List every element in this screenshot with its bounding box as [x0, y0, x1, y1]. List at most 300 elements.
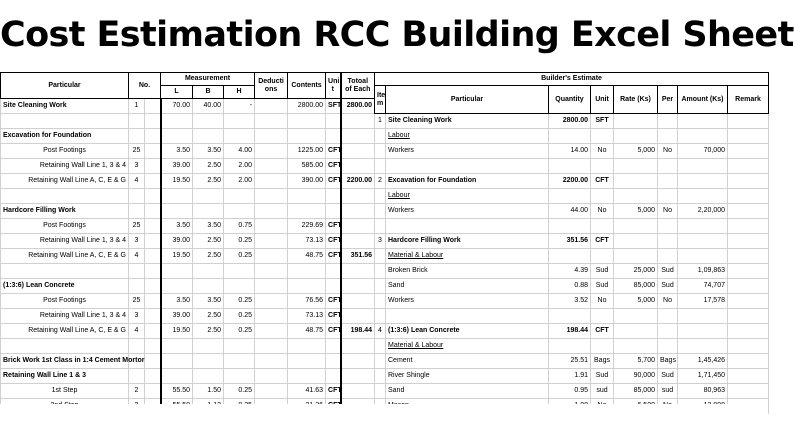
col-header-particular: Particular: [1, 73, 129, 99]
remark-cell: [728, 324, 769, 339]
rate-cell: [614, 249, 658, 264]
l-cell: 19.50: [161, 174, 193, 189]
l-cell: 70.00: [161, 99, 193, 114]
item-cell: [375, 159, 386, 174]
h-cell: 0.25: [224, 234, 255, 249]
rate-cell: 5,700: [614, 354, 658, 369]
total-cell: [341, 339, 375, 354]
deduction-cell: [255, 114, 288, 129]
unit-cell: Sud: [591, 369, 614, 384]
col-header-unit: Unit: [591, 86, 614, 114]
table-row: [1, 144, 375, 159]
unit-cell: CFT: [326, 219, 341, 234]
amount-cell: 80,963: [678, 384, 728, 399]
b-cell: 3.50: [193, 219, 224, 234]
contents-cell: 73.13: [288, 234, 326, 249]
unit-cell: CFT: [326, 384, 341, 399]
table-row: [1, 339, 375, 354]
per-cell: Sud: [658, 264, 678, 279]
remark-cell: [728, 234, 769, 249]
b-cell: 2.50: [193, 234, 224, 249]
table-row: [1, 384, 375, 399]
h-cell: [224, 114, 255, 129]
total-cell: [341, 354, 375, 369]
remark-cell: [728, 189, 769, 204]
per-cell: [658, 234, 678, 249]
no-cell: [129, 264, 145, 279]
deduction-cell: [255, 99, 288, 114]
total-cell: [341, 204, 375, 219]
total-cell: 198.44: [341, 324, 375, 339]
table-row: [375, 129, 769, 144]
amount-cell: [678, 189, 728, 204]
spacer-cell: [145, 204, 161, 219]
table-row: [1, 264, 375, 279]
remark-cell: [728, 339, 769, 354]
l-cell: 19.50: [161, 249, 193, 264]
particular-cell: Hardcore Filling Work: [386, 234, 549, 249]
unit-cell: Sud: [591, 264, 614, 279]
quantity-cell: [549, 249, 591, 264]
l-cell: 3.50: [161, 294, 193, 309]
remark-cell: [728, 279, 769, 294]
deduction-cell: [255, 324, 288, 339]
unit-cell: CFT: [591, 234, 614, 249]
unit-cell: [591, 129, 614, 144]
particular-cell: Site Cleaning Work: [1, 99, 129, 114]
remark-cell: [728, 249, 769, 264]
total-cell: [341, 384, 375, 399]
unit-cell: CFT: [326, 234, 341, 249]
amount-cell: [678, 339, 728, 354]
unit-cell: Bags: [591, 354, 614, 369]
total-cell: [341, 234, 375, 249]
quantity-cell: 198.44: [549, 324, 591, 339]
table-row: [1, 204, 375, 219]
spacer-cell: [145, 324, 161, 339]
table-row: [375, 114, 769, 129]
amount-cell: [678, 114, 728, 129]
quantity-cell: [549, 219, 591, 234]
particular-cell: (1:3:6) Lean Concrete: [1, 279, 129, 294]
builders-estimate-heading: Builder's Estimate: [375, 73, 769, 86]
l-cell: [161, 189, 193, 204]
b-cell: 2.50: [193, 309, 224, 324]
header-row: [375, 73, 769, 86]
b-cell: 3.50: [193, 144, 224, 159]
l-cell: [161, 204, 193, 219]
contents-cell: 76.56: [288, 294, 326, 309]
unit-cell: [326, 204, 341, 219]
amount-cell: 70,000: [678, 144, 728, 159]
no-cell: 1: [129, 99, 145, 114]
l-cell: [161, 354, 193, 369]
l-cell: 39.00: [161, 159, 193, 174]
unit-cell: [326, 114, 341, 129]
contents-cell: [288, 114, 326, 129]
particular-cell: [386, 159, 549, 174]
l-cell: 39.00: [161, 309, 193, 324]
particular-cell: Post Footings: [1, 144, 129, 159]
deduction-cell: [255, 354, 288, 369]
deduction-cell: [255, 144, 288, 159]
amount-cell: [678, 159, 728, 174]
table-row: [1, 159, 375, 174]
remark-cell: [728, 144, 769, 159]
contents-cell: [288, 279, 326, 294]
per-cell: [658, 129, 678, 144]
b-cell: [193, 204, 224, 219]
total-cell: [341, 279, 375, 294]
remark-cell: [728, 354, 769, 369]
spacer-cell: [145, 264, 161, 279]
rate-cell: [614, 339, 658, 354]
quantity-cell: 2200.00: [549, 174, 591, 189]
amount-cell: [678, 219, 728, 234]
deduction-cell: [255, 339, 288, 354]
remark-cell: [728, 384, 769, 399]
h-cell: 0.25: [224, 384, 255, 399]
b-cell: 1.50: [193, 384, 224, 399]
quantity-cell: 1.91: [549, 369, 591, 384]
amount-cell: 17,578: [678, 294, 728, 309]
l-cell: [161, 369, 193, 384]
particular-cell: [1, 264, 129, 279]
particular-cell: Retaining Wall Line 1 & 3: [1, 369, 129, 384]
particular-cell: 1st Step: [1, 384, 129, 399]
particular-cell: Retaining Wall Line 1, 3 & 4: [1, 234, 129, 249]
l-cell: 55.50: [161, 384, 193, 399]
per-cell: Bags: [658, 354, 678, 369]
quantity-cell: 4.39: [549, 264, 591, 279]
h-cell: 0.25: [224, 249, 255, 264]
unit-cell: CFT: [326, 249, 341, 264]
h-cell: 2.00: [224, 159, 255, 174]
item-cell: 2: [375, 174, 386, 189]
b-cell: [193, 189, 224, 204]
item-cell: [375, 219, 386, 234]
particular-cell: Workers: [386, 294, 549, 309]
spacer-cell: [145, 354, 161, 369]
h-cell: 0.25: [224, 309, 255, 324]
total-cell: 2800.00: [341, 99, 375, 114]
particular-cell: Broken Brick: [386, 264, 549, 279]
remark-cell: [728, 204, 769, 219]
col-header-deductions: Deducti ons: [255, 73, 288, 99]
b-cell: [193, 369, 224, 384]
per-cell: [658, 324, 678, 339]
table-row: [1, 369, 375, 384]
table-row: [1, 174, 375, 189]
spacer-cell: [145, 189, 161, 204]
quantity-cell: 44.00: [549, 204, 591, 219]
spacer-cell: [145, 384, 161, 399]
no-cell: [129, 279, 145, 294]
unit-cell: CFT: [326, 294, 341, 309]
col-header-l: L: [161, 86, 193, 99]
amount-cell: 74,707: [678, 279, 728, 294]
particular-cell: Workers: [386, 144, 549, 159]
no-cell: 4: [129, 249, 145, 264]
per-cell: [658, 189, 678, 204]
contents-cell: 2800.00: [288, 99, 326, 114]
rate-cell: [614, 159, 658, 174]
unit-cell: CFT: [326, 144, 341, 159]
per-cell: No: [658, 144, 678, 159]
rate-cell: 85,000: [614, 279, 658, 294]
particular-cell: River Shingle: [386, 369, 549, 384]
quantity-cell: 25.51: [549, 354, 591, 369]
unit-cell: CFT: [326, 174, 341, 189]
unit-cell: [591, 219, 614, 234]
remark-cell: [728, 129, 769, 144]
contents-cell: 48.75: [288, 324, 326, 339]
item-cell: [375, 189, 386, 204]
col-header-unit: Uni t: [326, 73, 341, 99]
b-cell: [193, 354, 224, 369]
rate-cell: 5,000: [614, 294, 658, 309]
rate-cell: 25,000: [614, 264, 658, 279]
no-cell: [129, 339, 145, 354]
col-header-no: No.: [129, 73, 161, 99]
builders-estimate-sheet: [374, 72, 769, 414]
deduction-cell: [255, 294, 288, 309]
item-cell: [375, 339, 386, 354]
h-cell: 0.25: [224, 324, 255, 339]
spacer-cell: [145, 99, 161, 114]
no-cell: 25: [129, 219, 145, 234]
rate-cell: [614, 324, 658, 339]
per-cell: Sud: [658, 279, 678, 294]
col-header-item: Ite m: [375, 86, 386, 114]
h-cell: [224, 279, 255, 294]
total-cell: [341, 294, 375, 309]
unit-cell: [591, 159, 614, 174]
contents-cell: 390.00: [288, 174, 326, 189]
quantity-cell: [549, 189, 591, 204]
item-cell: [375, 204, 386, 219]
unit-cell: [591, 309, 614, 324]
unit-cell: No: [591, 204, 614, 219]
amount-cell: [678, 174, 728, 189]
quantity-cell: [549, 309, 591, 324]
no-cell: 4: [129, 174, 145, 189]
col-header-remark: Remark: [728, 86, 769, 114]
table-row: [375, 174, 769, 189]
deduction-cell: [255, 189, 288, 204]
remark-cell: [728, 369, 769, 384]
total-cell: [341, 264, 375, 279]
per-cell: No: [658, 204, 678, 219]
spacer-cell: [145, 159, 161, 174]
l-cell: [161, 264, 193, 279]
particular-cell: Retaining Wall Line A, C, E & G: [1, 249, 129, 264]
col-header-total: Totoal of Each: [341, 73, 375, 99]
spacer-cell: [145, 339, 161, 354]
b-cell: [193, 129, 224, 144]
deduction-cell: [255, 369, 288, 384]
b-cell: [193, 279, 224, 294]
contents-cell: 48.75: [288, 249, 326, 264]
per-cell: [658, 249, 678, 264]
unit-cell: CFT: [326, 159, 341, 174]
h-cell: [224, 204, 255, 219]
quantity-cell: 2800.00: [549, 114, 591, 129]
item-cell: [375, 384, 386, 399]
unit-cell: [591, 189, 614, 204]
particular-cell: Material & Labour: [386, 249, 549, 264]
h-cell: [224, 129, 255, 144]
h-cell: 4.00: [224, 144, 255, 159]
total-cell: 351.56: [341, 249, 375, 264]
rate-cell: 90,000: [614, 369, 658, 384]
no-cell: [129, 129, 145, 144]
rate-cell: [614, 219, 658, 234]
total-cell: [341, 189, 375, 204]
table-row: [1, 279, 375, 294]
l-cell: [161, 339, 193, 354]
b-cell: 2.50: [193, 249, 224, 264]
unit-cell: [326, 339, 341, 354]
deduction-cell: [255, 174, 288, 189]
contents-cell: [288, 339, 326, 354]
l-cell: [161, 279, 193, 294]
quantity-cell: 0.88: [549, 279, 591, 294]
item-cell: [375, 279, 386, 294]
particular-cell: Hardcore Filling Work: [1, 204, 129, 219]
b-cell: 2.50: [193, 159, 224, 174]
col-header-particular: Particular: [386, 86, 549, 114]
rate-cell: 5,000: [614, 204, 658, 219]
h-cell: [224, 339, 255, 354]
amount-cell: [678, 309, 728, 324]
deduction-cell: [255, 249, 288, 264]
remark-cell: [728, 264, 769, 279]
item-cell: 3: [375, 234, 386, 249]
deduction-cell: [255, 204, 288, 219]
l-cell: 3.50: [161, 144, 193, 159]
no-cell: 3: [129, 159, 145, 174]
table-row: [375, 294, 769, 309]
particular-cell: Brick Work 1st Class in 1:4 Cement Mortor: [1, 354, 129, 369]
h-cell: [224, 354, 255, 369]
deduction-cell: [255, 234, 288, 249]
item-cell: [375, 264, 386, 279]
total-cell: [341, 309, 375, 324]
per-cell: Sud: [658, 369, 678, 384]
per-cell: [658, 339, 678, 354]
table-row: [375, 144, 769, 159]
spacer-cell: [145, 294, 161, 309]
amount-cell: [678, 129, 728, 144]
table-row: [375, 219, 769, 234]
spacer-cell: [145, 174, 161, 189]
amount-cell: 1,09,863: [678, 264, 728, 279]
quantity-cell: 3.52: [549, 294, 591, 309]
l-cell: [161, 129, 193, 144]
table-row: [375, 354, 769, 369]
deduction-cell: [255, 309, 288, 324]
amount-cell: [678, 324, 728, 339]
spacer-cell: [145, 279, 161, 294]
table-row: [375, 309, 769, 324]
unit-cell: SFT: [326, 99, 341, 114]
l-cell: 3.50: [161, 219, 193, 234]
table-row: [375, 264, 769, 279]
unit-cell: No: [591, 144, 614, 159]
table-row: [375, 384, 769, 399]
item-cell: 4: [375, 324, 386, 339]
item-cell: [375, 249, 386, 264]
table-row: [1, 99, 375, 114]
table-row: [375, 324, 769, 339]
particular-cell: [1, 339, 129, 354]
rate-cell: [614, 234, 658, 249]
contents-cell: [288, 129, 326, 144]
unit-cell: SFT: [591, 114, 614, 129]
b-cell: [193, 264, 224, 279]
table-row: [375, 204, 769, 219]
spacer-cell: [145, 309, 161, 324]
item-cell: 1: [375, 114, 386, 129]
no-cell: [129, 114, 145, 129]
remark-cell: [728, 219, 769, 234]
item-cell: [375, 129, 386, 144]
b-cell: 3.50: [193, 294, 224, 309]
b-cell: [193, 114, 224, 129]
amount-cell: 1,71,450: [678, 369, 728, 384]
contents-cell: [288, 204, 326, 219]
h-cell: [224, 189, 255, 204]
table-row: [375, 234, 769, 249]
h-cell: 2.00: [224, 174, 255, 189]
rate-cell: 5,000: [614, 144, 658, 159]
particular-cell: Retaining Wall Line A, C, E & G: [1, 174, 129, 189]
per-cell: No: [658, 294, 678, 309]
particular-cell: Sand: [386, 384, 549, 399]
table-row: [375, 279, 769, 294]
spacer-cell: [145, 219, 161, 234]
spacer-cell: [145, 369, 161, 384]
per-cell: [658, 219, 678, 234]
unit-cell: [326, 279, 341, 294]
no-cell: 4: [129, 324, 145, 339]
quantity-cell: 351.56: [549, 234, 591, 249]
amount-cell: 2,20,000: [678, 204, 728, 219]
no-cell: 3: [129, 309, 145, 324]
header-row: [375, 86, 769, 114]
col-header-measurement: Measurement: [161, 73, 255, 86]
contents-cell: 73.13: [288, 309, 326, 324]
unit-cell: [326, 189, 341, 204]
contents-cell: 229.69: [288, 219, 326, 234]
amount-cell: [678, 249, 728, 264]
table-row: [375, 339, 769, 354]
total-cell: 2200.00: [341, 174, 375, 189]
particular-cell: Post Footings: [1, 294, 129, 309]
particular-cell: [386, 219, 549, 234]
h-cell: 0.75: [224, 219, 255, 234]
total-cell: [341, 369, 375, 384]
particular-cell: Retaining Wall Line 1, 3 & 4: [1, 309, 129, 324]
page-title: Cost Estimation RCC Building Excel Sheet: [0, 15, 794, 55]
deduction-cell: [255, 279, 288, 294]
no-cell: [129, 369, 145, 384]
col-header-rate: Rate (Ks): [614, 86, 658, 114]
rate-cell: [614, 129, 658, 144]
unit-cell: CFT: [326, 324, 341, 339]
total-cell: [341, 129, 375, 144]
